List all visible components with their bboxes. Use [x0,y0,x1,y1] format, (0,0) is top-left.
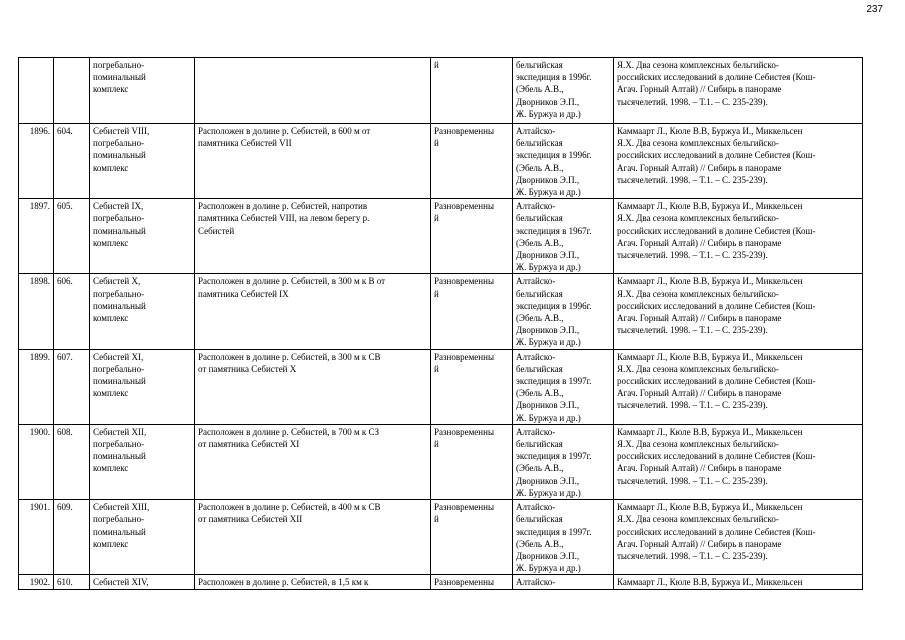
monument-name [90,274,195,349]
monument-researcher-line: Ж. Буржуа и др.) [516,262,581,273]
monument-reference-line: Агач. Горный Алтай) // Сибирь в панораме [617,538,782,549]
monument-period [431,124,513,199]
monument-reference-line: Агач. Горный Алтай) // Сибирь в панораме [617,237,782,248]
monument-period [431,199,513,274]
monument-researcher-line: Дворников Э.П., [516,325,580,336]
monument-reference-line: Агач. Горный Алтай) // Сибирь в панораме [617,313,782,324]
monument-researcher [513,500,614,575]
monument-researcher-line: (Эбель А.В., [516,162,564,173]
monument-researcher-line: Дворников Э.П., [516,96,580,107]
table-row [19,199,863,274]
monument-reference-line: Я.Х. Два сезона комплексных бельгийско- [617,213,779,224]
monument-researcher-line: Дворников Э.П., [516,475,580,486]
monument-reference-line: Агач. Горный Алтай) // Сибирь в панораме [617,84,782,95]
monument-period [431,500,513,575]
monument-name-line: погребально- [93,60,145,70]
monument-number [54,575,90,589]
monument-reference-line: Каммаарт Л., Кюле В.В, Буржуа И., Миккельсен [617,502,803,513]
row-number [19,274,54,349]
monument-reference [614,575,863,589]
monument-researcher-line: экспедиция в 1996г. [516,72,592,83]
monument-researcher [513,575,614,589]
monument-researcher [513,424,614,499]
monument-location-line: от памятника Себистей XII [198,514,303,525]
monument-name-line: поминальный [93,300,146,311]
monument-period [431,274,513,349]
monument-location [195,575,431,589]
monument-name-line: погребально- [93,138,145,149]
monument-reference-line: Я.Х. Два сезона комплексных бельгийско- [617,288,779,299]
monument-name-line: погребально- [93,213,145,224]
monument-name [90,199,195,274]
monument-location [195,199,431,274]
monument-name-line: поминальный [93,225,146,236]
monument-location-line: от памятника Себистей X [198,363,297,374]
monument-number-line: 605. [57,201,73,212]
monument-reference-line: тысячелетий. 1998. – Т.1. – С. 235-239). [617,550,768,561]
row-number-line: 1900. [29,426,50,437]
table-row [19,575,863,589]
monument-period [431,349,513,424]
monument-period-line: й [434,363,439,374]
monument-name-line: комплекс [93,388,129,399]
monument-reference-line: тысячелетий. 1998. – Т.1. – С. 235-239). [617,250,768,261]
monument-reference-line: Я.Х. Два сезона комплексных бельгийско- [617,138,779,149]
monument-reference-line: российских исследований в долине Себистея (Кош- [617,526,816,537]
monument-period [431,424,513,499]
monument-number [54,58,90,124]
monument-name-line: Себистей X, [93,276,141,287]
monument-reference-line: Каммаарт Л., Кюле В.В, Буржуа И., Миккельсен [617,126,803,136]
monument-period [431,58,513,124]
monument-location-line: памятника Себистей VII [198,138,292,149]
row-number-line: 1897. [29,201,50,212]
monument-period [431,575,513,589]
monument-reference-line: Каммаарт Л., Кюле В.В, Буржуа И., Миккельсен [617,577,803,588]
monument-name-line: Себистей XIV, [93,577,149,588]
monument-reference-line: российских исследований в долине Себистея (Кош- [617,300,816,311]
monument-researcher-line: Ж. Буржуа и др.) [516,412,581,423]
monument-reference-line: Я.Х. Два сезона комплексных бельгийско- [617,514,779,525]
monument-researcher-line: экспедиция в 1997г. [516,526,592,537]
table-row [19,124,863,199]
monument-name [90,424,195,499]
monument-name-line: поминальный [93,451,146,462]
row-number [19,575,54,589]
row-number [19,58,54,124]
monument-number-line: 609. [57,502,73,513]
table-row [19,424,863,499]
monument-reference [614,199,863,274]
monument-researcher-line: Ж. Буржуа и др.) [516,108,581,119]
monument-researcher-line: экспедиция в 1996г. [516,300,592,311]
monument-number-line: 606. [57,276,73,287]
monument-reference-line: тысячелетий. 1998. – Т.1. – С. 235-239). [617,96,768,107]
monument-researcher-line: Дворников Э.П., [516,550,580,561]
monument-reference [614,124,863,199]
monument-name-line: поминальный [93,150,146,161]
monument-name-line: поминальный [93,72,146,83]
monument-reference-line: российских исследований в долине Себистея (Кош- [617,225,816,236]
table-row [19,274,863,349]
monument-researcher-line: Алтайско- [516,351,556,362]
page-number: 237 [866,4,883,15]
row-number-line: 1902. [29,577,50,588]
row-number-line: 1896. [29,126,50,136]
table-row [19,349,863,424]
monument-reference-line: Каммаарт Л., Кюле В.В, Буржуа И., Миккельсен [617,276,803,287]
table-row [19,58,863,124]
monument-researcher-line: (Эбель А.В., [516,463,564,474]
monument-researcher-line: бельгийская [516,439,563,450]
monument-reference-line: Агач. Горный Алтай) // Сибирь в панораме [617,162,782,173]
row-number-line: 1901. [29,502,50,513]
monument-number-line: 604. [57,126,73,136]
monument-period-line: Разновременны [434,502,494,513]
monument-number-line: 607. [57,351,73,362]
monument-researcher-line: Дворников Э.П., [516,400,580,411]
monument-location [195,124,431,199]
monument-period-line: Разновременны [434,201,494,212]
monument-location-line: Расположен в долине р. Себистей, напротив [198,201,368,212]
monument-researcher-line: Алтайско- [516,502,556,513]
monument-location-line: Расположен в долине р. Себистей, в 300 м к В от [198,276,386,287]
monument-researcher-line: Алтайско- [516,201,556,212]
monument-researcher-line: бельгийская [516,288,563,299]
monument-location-line: памятника Себистей VIII, на левом берегу р. [198,213,370,224]
monument-number-line: 608. [57,426,73,437]
monument-reference-line: Агач. Горный Алтай) // Сибирь в панораме [617,463,782,474]
monument-name-line: Себистей VIII, [93,126,150,136]
monument-researcher [513,58,614,124]
monument-researcher-line: бельгийская [516,138,563,149]
monument-name-line: Себистей XI, [93,351,144,362]
monument-researcher-line: бельгийская [516,60,563,70]
monument-researcher-line: Алтайско- [516,126,556,136]
monument-period-line: Разновременны [434,426,494,437]
monument-name [90,575,195,589]
monument-name-line: комплекс [93,463,129,474]
monument-researcher [513,349,614,424]
monument-location-line: Расположен в долине р. Себистей, в 1,5 км к [198,577,369,588]
monument-researcher [513,274,614,349]
monument-location [195,58,431,124]
monument-reference-line: российских исследований в долине Себистея (Кош- [617,150,816,161]
monument-reference-line: тысячелетий. 1998. – Т.1. – С. 235-239). [617,325,768,336]
monument-reference-line: российских исследований в долине Себистея (Кош- [617,376,816,387]
monument-location-line: Расположен в долине р. Себистей, в 400 м к СВ [198,502,381,513]
monument-researcher-line: Алтайско- [516,426,556,437]
monument-number [54,199,90,274]
monument-number [54,424,90,499]
row-number-line: 1899. [29,351,50,362]
monument-reference [614,58,863,124]
row-number [19,424,54,499]
monument-location-line: Расположен в долине р. Себистей, в 300 м к СВ [198,351,381,362]
monument-researcher-line: Алтайско- [516,276,556,287]
monument-researcher-line: бельгийская [516,363,563,374]
monument-name-line: Себистей IX, [93,201,144,212]
monument-reference [614,349,863,424]
monument-number [54,500,90,575]
row-number [19,500,54,575]
monument-reference-line: Каммаарт Л., Кюле В.В, Буржуа И., Миккельсен [617,351,803,362]
monument-researcher [513,199,614,274]
monument-period-line: й [434,288,439,299]
monument-researcher-line: (Эбель А.В., [516,388,564,399]
monument-reference-line: Я.Х. Два сезона комплексных бельгийско- [617,439,779,450]
monument-researcher-line: экспедиция в 1997г. [516,376,592,387]
monument-name-line: Себистей XII, [93,426,147,437]
monument-name [90,58,195,124]
monument-researcher-line: (Эбель А.В., [516,84,564,95]
monument-researcher-line: экспедиция в 1967г. [516,225,592,236]
monument-researcher-line: Алтайско- [516,577,556,588]
monument-number [54,124,90,199]
monument-reference-line: российских исследований в долине Себистея (Кош- [617,451,816,462]
monument-name-line: погребально- [93,439,145,450]
monument-location [195,274,431,349]
monument-researcher-line: Ж. Буржуа и др.) [516,337,581,348]
monument-name-line: поминальный [93,376,146,387]
monument-name [90,124,195,199]
monument-reference-line: Я.Х. Два сезона комплексных бельгийско- [617,363,779,374]
monument-reference [614,274,863,349]
table-body [19,58,863,590]
monument-reference-line: российских исследований в долине Себистея (Кош- [617,72,816,83]
monument-researcher-line: бельгийская [516,213,563,224]
monument-name-line: погребально- [93,288,145,299]
monument-location-line: памятника Себистей IX [198,288,289,299]
monument-location [195,500,431,575]
monument-name-line: погребально- [93,514,145,525]
monument-period-line: Разновременны [434,126,494,136]
monument-period-line: й [434,138,439,149]
monument-location-line: Себистей [198,225,235,236]
monument-name-line: Себистей XIII, [93,502,150,513]
monument-name [90,349,195,424]
monument-reference [614,500,863,575]
monument-reference-line: тысячелетий. 1998. – Т.1. – С. 235-239). [617,174,768,185]
monument-period-line: й [434,60,439,70]
monument-name-line: комплекс [93,313,129,324]
monument-period-line: й [434,514,439,525]
monument-researcher [513,124,614,199]
monument-name-line: комплекс [93,538,129,549]
monument-number [54,349,90,424]
monument-name-line: комплекс [93,162,129,173]
monument-period-line: Разновременны [434,577,494,588]
monument-period-line: й [434,439,439,450]
monument-location-line: Расположен в долине р. Себистей, в 600 м от [198,126,371,136]
monument-researcher-line: (Эбель А.В., [516,313,564,324]
monument-researcher-line: Ж. Буржуа и др.) [516,487,581,498]
monument-name-line: комплекс [93,84,129,95]
monument-location [195,424,431,499]
monument-name-line: погребально- [93,363,145,374]
monument-researcher-line: экспедиция в 1996г. [516,150,592,161]
monument-period-line: Разновременны [434,276,494,287]
monument-researcher-line: (Эбель А.В., [516,237,564,248]
monument-reference-line: Я.Х. Два сезона комплексных бельгийско- [617,60,779,70]
monument-number-line: 610. [57,577,73,588]
monument-researcher-line: Ж. Буржуа и др.) [516,563,581,574]
monument-reference-line: Каммаарт Л., Кюле В.В, Буржуа И., Миккельсен [617,426,803,437]
row-number [19,124,54,199]
monument-name-line: поминальный [93,526,146,537]
monument-period-line: й [434,213,439,224]
monument-reference-line: тысячелетий. 1998. – Т.1. – С. 235-239). [617,400,768,411]
monument-researcher-line: Дворников Э.П., [516,250,580,261]
monument-researcher-line: бельгийская [516,514,563,525]
monument-researcher-line: Ж. Буржуа и др.) [516,187,581,198]
monument-researcher-line: (Эбель А.В., [516,538,564,549]
monument-location-line: Расположен в долине р. Себистей, в 700 м к СЗ [198,426,380,437]
monument-reference-line: тысячелетий. 1998. – Т.1. – С. 235-239). [617,475,768,486]
monument-location [195,349,431,424]
row-number [19,199,54,274]
monument-reference-line: Агач. Горный Алтай) // Сибирь в панораме [617,388,782,399]
table-row [19,500,863,575]
monument-name [90,500,195,575]
monument-name-line: комплекс [93,237,129,248]
monuments-table [18,57,863,590]
monument-researcher-line: Дворников Э.П., [516,174,580,185]
monument-researcher-line: экспедиция в 1997г. [516,451,592,462]
monument-number [54,274,90,349]
monument-reference [614,424,863,499]
row-number-line: 1898. [29,276,50,287]
monument-location-line: от памятника Себистей XI [198,439,300,450]
monument-reference-line: Каммаарт Л., Кюле В.В, Буржуа И., Миккельсен [617,201,803,212]
row-number [19,349,54,424]
monument-period-line: Разновременны [434,351,494,362]
